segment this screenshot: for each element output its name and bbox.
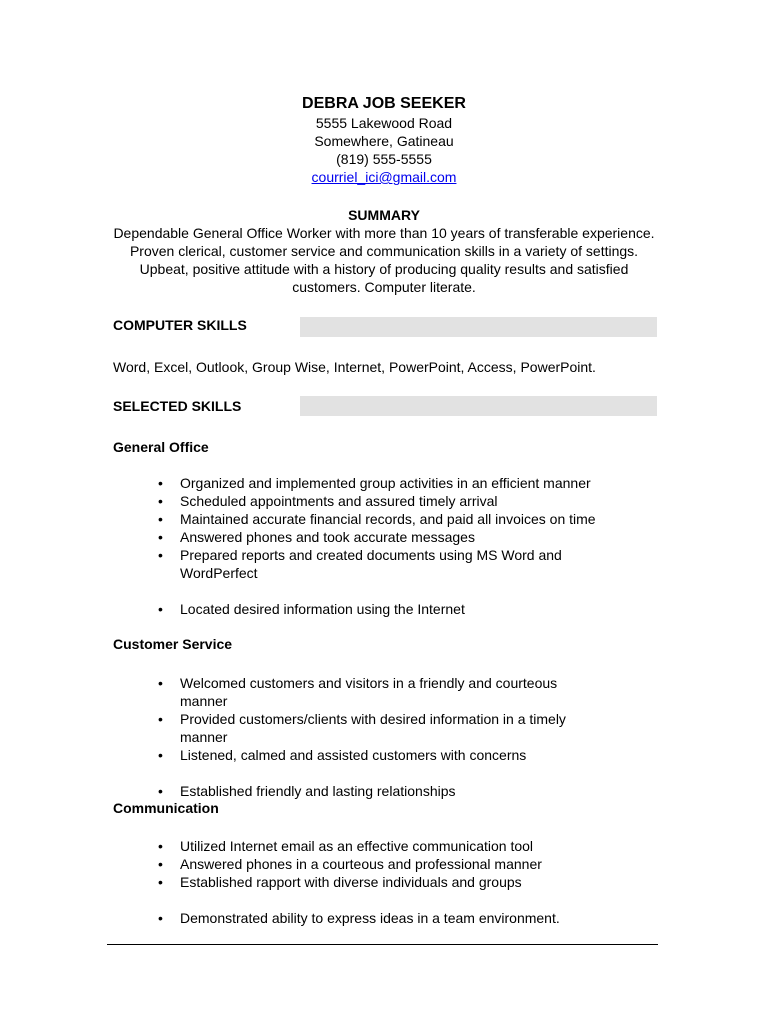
- bullet-icon: •: [158, 783, 163, 799]
- bullet-icon: •: [158, 856, 163, 872]
- address-line-2: Somewhere, Gatineau: [314, 133, 454, 149]
- bullet-icon: •: [158, 910, 163, 926]
- computer-skills-shade-bar: [300, 317, 657, 337]
- list-item: • Provided customers/clients with desired information in a timely manner: [158, 711, 566, 745]
- list-item: • Answered phones and took accurate messages: [158, 529, 475, 545]
- applicant-name: DEBRA JOB SEEKER: [302, 95, 466, 112]
- selected-skills-heading: SELECTED SKILLS: [113, 398, 242, 414]
- contact-header: [0, 94, 768, 186]
- bullet-icon: •: [158, 711, 163, 727]
- list-item: • Utilized Internet email as an effective communication tool: [158, 838, 534, 854]
- list-item: • Established rapport with diverse individuals and groups: [158, 874, 522, 890]
- general-office-heading: General Office: [113, 439, 209, 455]
- list-item: • Established friendly and lasting relationships: [158, 783, 456, 799]
- list-item: • Welcomed customers and visitors in a friendly and courteous manner: [158, 675, 558, 709]
- bullet-icon: •: [158, 493, 163, 509]
- bullet-icon: •: [158, 601, 163, 617]
- bullet-icon: •: [158, 747, 163, 763]
- bullet-icon: •: [158, 675, 163, 691]
- list-item: • Organized and implemented group activities in an efficient manner: [158, 475, 591, 491]
- general-office-list: [0, 474, 768, 618]
- communication-list: [0, 837, 768, 927]
- bullet-icon: •: [158, 547, 163, 563]
- bullet-icon: •: [158, 874, 163, 890]
- customer-service-heading: Customer Service: [113, 636, 233, 652]
- list-item: • Prepared reports and created documents using MS Word and WordPerfect: [158, 547, 562, 581]
- footer-rule: [107, 944, 658, 945]
- address-line-1: 5555 Lakewood Road: [315, 115, 453, 131]
- computer-skills-heading: COMPUTER SKILLS: [113, 317, 247, 333]
- list-item: • Listened, calmed and assisted customers with concerns: [158, 747, 527, 763]
- list-item: • Answered phones in a courteous and professional manner: [158, 856, 542, 872]
- communication-heading: Communication: [113, 800, 219, 816]
- summary-text: Dependable General Office Worker with more than 10 years of transferable experience. Proven clerical, customer service and communication skills in a variety of settings. Upbeat, positive attitude with a history of producing quality results and satisfied customers. Computer literate.: [113, 225, 655, 295]
- list-item: • Located desired information using the Internet: [158, 601, 465, 617]
- list-item: • Demonstrated ability to express ideas in a team environment.: [158, 910, 560, 926]
- phone-number: (819) 555-5555: [336, 151, 432, 167]
- list-item: • Scheduled appointments and assured timely arrival: [158, 493, 498, 509]
- computer-skills-text: Word, Excel, Outlook, Group Wise, Internet, PowerPoint, Access, PowerPoint.: [113, 359, 596, 375]
- bullet-icon: •: [158, 511, 163, 527]
- bullet-icon: •: [158, 838, 163, 854]
- bullet-icon: •: [158, 529, 163, 545]
- list-item: • Maintained accurate financial records, and paid all invoices on time: [158, 511, 596, 527]
- summary-heading: SUMMARY: [348, 207, 420, 223]
- email-link[interactable]: courriel_ici@gmail.com: [311, 169, 457, 185]
- bullet-icon: •: [158, 475, 163, 491]
- customer-service-list: [0, 674, 768, 800]
- selected-skills-shade-bar: [300, 396, 657, 416]
